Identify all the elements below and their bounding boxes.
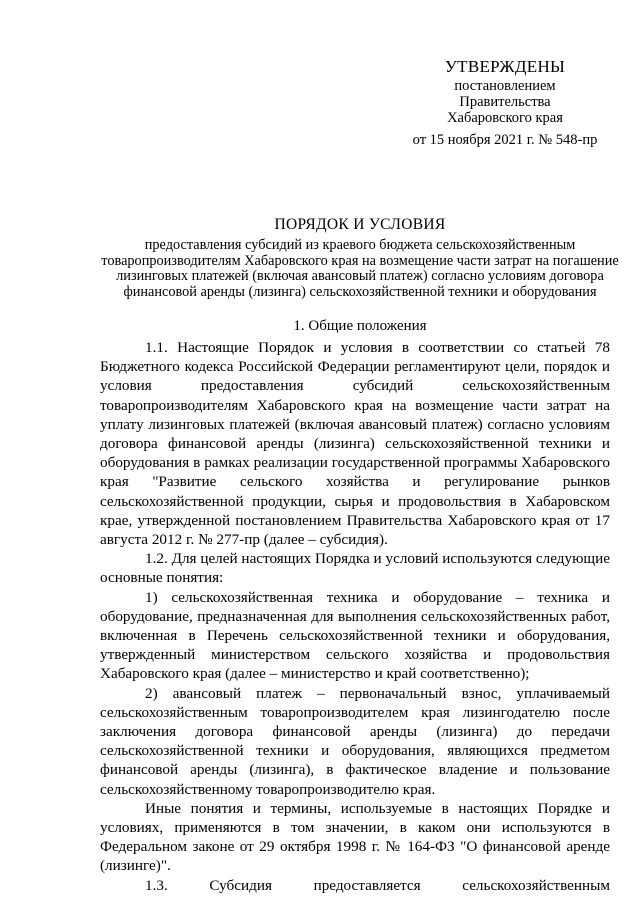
document-body xyxy=(100,338,610,895)
document-subtitle: предоставления субсидий из краевого бюджета сельскохозяйственным товаропроизводителям Хабаровского края на возмещение части затрат на погашение лизинговых платежей (включая авансовый платеж) согласно условиям договора финансовой аренды (лизинга) сельскохозяйственной техники и оборудования xyxy=(101,237,619,300)
approval-line-3: Хабаровского края xyxy=(447,110,563,126)
paragraph-1-1: 1.1. Настоящие Порядок и условия в соответствии со статьей 78 Бюджетного кодекса Российской Федерации регламентируют цели, порядок и условия предоставления субсидий сельскохозяйственным товаропроизводителям Хабаровского края на возмещение части затрат на уплату лизинговых платежей (включая авансовый платеж) согласно условиям договора финансовой аренды (лизинга) сельскохозяйственной техники и оборудования в рамках реализации государственной программы Хабаровского края "Развитие сельского хозяйства и регулирование рынков сельскохозяйственной продукции, сырья и продовольствия в Хабаровском крае, утвержденной постановлением Правительства Хабаровского края от 17 августа 2012 г. № 277-пр (далее – субсидия). xyxy=(100,339,610,549)
paragraph-1-2: 1.2. Для целей настоящих Порядка и условий используются следующие основные понятия: xyxy=(100,550,610,587)
approval-line-1: постановлением xyxy=(454,78,556,94)
approval-block xyxy=(400,56,610,148)
paragraph-terms: Иные понятия и термины, используемые в настоящих Порядке и условиях, применяются в том значении, в каком они используются в Федеральном законе от 29 октября 1998 г. № 164-ФЗ "О финансовой аренде (лизинге)". xyxy=(100,799,610,875)
approval-heading: УТВЕРЖДЕНЫ xyxy=(444,57,566,76)
paragraph-item-1: 1) сельскохозяйственная техника и оборудование – техника и оборудование, предназначенная для выполнения сельскохозяйственных работ, включенная в Перечень сельскохозяйственной техники и оборудования, утвержденный министерством сельского хозяйства и продовольствия Хабаровского края (далее – министерство и край соответственно); xyxy=(100,588,610,683)
document-title: ПОРЯДОК И УСЛОВИЯ xyxy=(274,216,446,233)
approval-line-2: Правительства xyxy=(459,94,551,110)
approval-date: от 15 ноября 2021 г. № 548-пр xyxy=(412,132,598,148)
paragraph-1-3: 1.3. Субсидия предоставляется сельскохозяйственным xyxy=(145,876,610,894)
section-heading: 1. Общие положения xyxy=(293,318,427,334)
paragraph-item-2: 2) авансовый платеж – первоначальный взнос, уплачиваемый сельскохозяйственным товаропроизводителем края лизингодателю после заключения договора финансовой аренды (лизинга) до передачи сельскохозяйственной техники и оборудования, являющихся предметом финансовой аренды (лизинга), в фактическое владение и пользование сельскохозяйственному товаропроизводителю края. xyxy=(100,684,610,798)
